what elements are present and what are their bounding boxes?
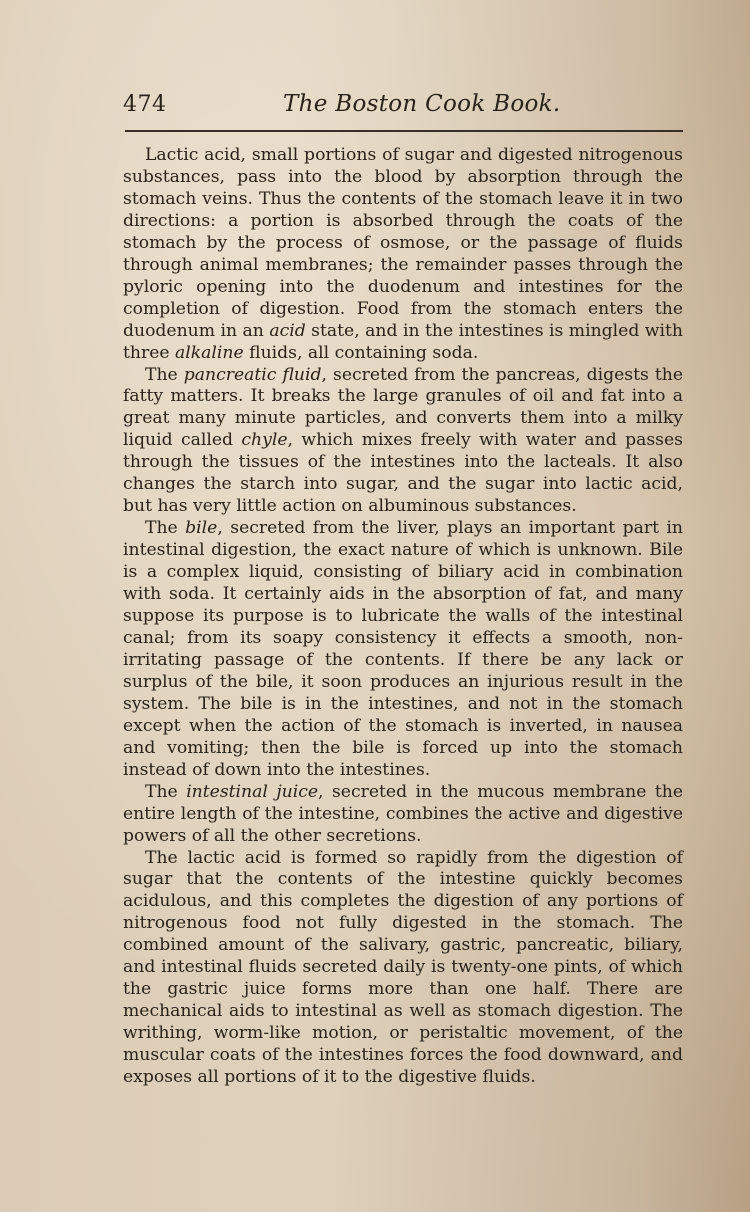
text-run: The lactic acid is formed so rapidly from the digestion of sugar that the contents of the intestine quickly becomes acidulous, and this completes the digestion of any portions of nitrogenous food not fully digested in the stomach. The combined amount of the salivary, gastric, pancreatic, biliary, and intestinal fluids secreted daily is twenty-one pints, of which the gastric juice forms more than one half. There are mechanical aids to intestinal as well as stomach digestion. The writhing, worm-like motion, or peristaltic movement, of the muscular coats of the intestines forces the food downward, and exposes all portions of it to the digestive fluids.: [123, 847, 683, 1088]
paragraph-lactic-acid: [123, 145, 683, 365]
body-text: [123, 145, 683, 1089]
paragraph-lactic-acid-formation: [123, 848, 683, 1089]
text-run: The: [145, 518, 186, 539]
italic-term-intestinal-juice: intestinal juice: [186, 781, 319, 802]
page-number: 474: [123, 92, 167, 117]
text-run: The: [145, 781, 187, 802]
header-rule: [125, 130, 683, 132]
text-run: , secreted from the liver, plays an important part in intestinal digestion, the exact nature of which is unknown. Bile is a complex liquid, consisting of biliary acid in combination with soda. It certainly aids in the absorption of fat, and many suppose its purpose is to lubricate the walls of the intestinal canal; from its soapy consistency it effects a smooth, non-irritating passage of the contents. If there be any lack or surplus of the bile, it soon produces an injurious result in the system. The bile is in the intestines, and not in the stomach except when the action of the stomach is inverted, in nausea and vomiting; then the bile is forced up into the stomach instead of down into the intestines.: [123, 518, 683, 780]
paragraph-intestinal-juice: [123, 782, 683, 848]
text-run: , secreted from the pancreas, digests the fatty matters. It breaks the large granules of oil and fat into a great many minute particles, and converts them into a milky liquid called: [123, 364, 684, 451]
paragraph-bile: [123, 518, 683, 781]
page-header: [123, 92, 683, 126]
text-run: fluids, all containing soda.: [243, 342, 479, 363]
italic-term-chyle: chyle: [241, 430, 288, 451]
italic-term-acid: acid: [269, 320, 306, 341]
running-head-title: The Boston Cook Book.: [283, 91, 561, 117]
text-run: state, and in the intestines is mingled with three: [123, 320, 683, 363]
italic-term-alkaline: alkaline: [175, 342, 244, 363]
paragraph-pancreatic-fluid: [123, 365, 683, 519]
italic-term-pancreatic-fluid: pancreatic fluid: [183, 364, 322, 385]
text-run: , which mixes freely with water and passes through the tissues of the intestines into the lacteals. It also changes the starch into sugar, and the sugar into lactic acid, but has very little action on albuminous substances.: [123, 430, 683, 517]
text-run: , secreted in the mucous membrane the entire length of the intestine, combines the active and digestive powers of all the other secretions.: [123, 781, 684, 846]
text-run: The: [145, 364, 184, 385]
italic-term-bile: bile: [185, 518, 218, 539]
text-run: Lactic acid, small portions of sugar and digested nitrogenous substances, pass into the blood by absorption through the stomach veins. Thus the contents of the stomach leave it in two directions: a portion is absorbed through the coats of the stomach by the process of osmose, or the passage of fluids through animal membranes; the remainder passes through the pyloric opening into the duodenum and intestines for the completion of digestion. Food from the stomach enters the duodenum in an: [123, 145, 683, 341]
